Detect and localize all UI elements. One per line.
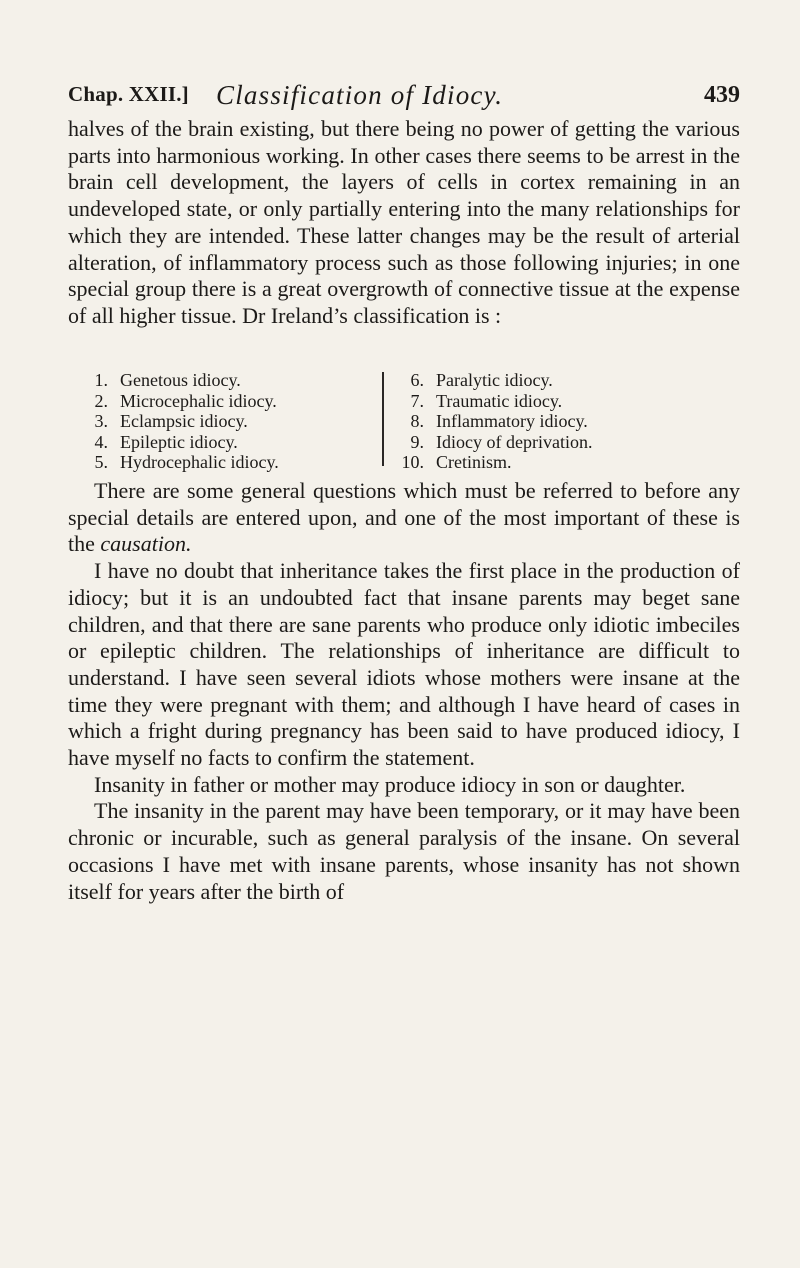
list-number: 7.	[410, 390, 424, 411]
classification-column-left	[84, 370, 279, 473]
paragraph-continued: halves of the brain existing, but there being no power of getting the various parts into harmonious working. In other cases there seems to be arrest in the brain cell development, the layers of cells in cortex remaining in an undeveloped state, or only partially entering into the many relationships for which they are intended. These latter changes may be the result of arterial alteration, of inflammatory process such as those following injuries; in one special group there is a great overgrowth of connective tissue at the expense of all higher tissue. Dr Ireland’s classification is :	[68, 116, 740, 328]
list-number: 6.	[410, 370, 424, 390]
chapter-reference: Chap. XXII.]	[68, 82, 189, 106]
list-item	[84, 391, 279, 412]
running-title: Classification of Idiocy.	[216, 80, 504, 110]
list-number: 4.	[94, 431, 108, 452]
paragraph-causation	[68, 478, 740, 558]
paragraph-temporary-insanity: The insanity in the parent may have been temporary, or it may have been chronic or incurable, such as general paralysis of the insane. On several occasions I have met with insane parents, whose insanity has not shown itself for years after the birth of	[68, 798, 740, 904]
list-number: 2.	[94, 390, 108, 411]
list-item	[398, 452, 592, 473]
paragraph-inheritance: I have no doubt that inheritance takes the first place in the production of idiocy; but it is an undoubted fact that insane parents may beget sane children, and that there are sane parents who produce only idiotic imbeciles or epileptic children. The relationships of inheritance are difficult to understand. I have seen several idiots whose mothers were insane at the time they were pregnant with them; and although I have heard of cases in which a fright during pregnancy has been said to have produced idiocy, I have myself no facts to confirm the statement.	[68, 558, 740, 771]
list-number: 5.	[94, 452, 108, 473]
list-item	[398, 432, 592, 453]
list-number: 3.	[94, 411, 108, 432]
list-label: Cretinism.	[436, 452, 512, 473]
list-label: Inflammatory idiocy.	[436, 411, 588, 432]
list-label: Traumatic idiocy.	[436, 390, 563, 411]
running-header	[68, 80, 740, 120]
list-item	[398, 370, 592, 391]
list-label: Genetous idiocy.	[120, 370, 241, 390]
list-item	[84, 370, 279, 391]
body-text	[68, 478, 740, 905]
classification-column-right	[398, 370, 592, 473]
list-item	[398, 411, 592, 432]
list-item	[84, 432, 279, 453]
list-number: 9.	[410, 431, 424, 452]
list-label: Eclampsic idiocy.	[120, 411, 248, 432]
list-item	[398, 391, 592, 412]
list-number: 8.	[410, 411, 424, 432]
column-divider	[382, 372, 384, 466]
list-label: Idiocy of deprivation.	[436, 431, 593, 452]
paragraph-text: There are some general questions which must be referred to before any special details are entered upon, and one of the most important of these is the	[68, 478, 740, 557]
list-number: 1.	[94, 370, 108, 390]
list-item	[84, 411, 279, 432]
list-label: Hydrocephalic idiocy.	[120, 452, 279, 473]
classification-list	[68, 370, 740, 473]
list-number: 10.	[401, 452, 424, 473]
paragraph-insanity-parent: Insanity in father or mother may produce idiocy in son or daughter.	[94, 771, 686, 797]
list-label: Microcephalic idiocy.	[120, 390, 277, 411]
list-label: Epileptic idiocy.	[120, 431, 238, 452]
list-item	[84, 452, 279, 473]
italic-term: causation.	[100, 531, 192, 557]
page-number: 439	[704, 82, 740, 108]
list-label: Paralytic idiocy.	[436, 370, 553, 390]
